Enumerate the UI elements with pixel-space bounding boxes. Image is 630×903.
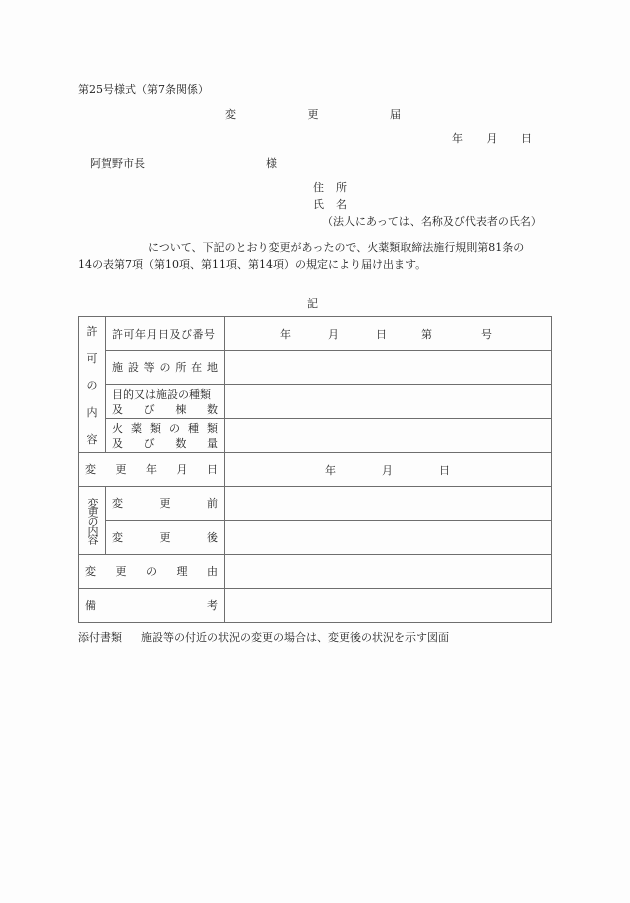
title-char: 届 xyxy=(390,108,401,121)
explosives-kind-field[interactable] xyxy=(225,419,552,453)
form-number: 第25号様式（第7条関係） xyxy=(78,83,209,96)
after-change-field[interactable] xyxy=(225,521,552,555)
corporate-note: （法人にあっては、名称及び代表者の氏名） xyxy=(322,215,542,228)
body-text-line1: について、下記のとおり変更があったので、火薬類取締法施行規則第81条の xyxy=(148,241,525,254)
purpose-facility-label: 目的又は施設の種類 及 び 棟 数 xyxy=(106,385,225,419)
change-content-group-label: 変更の内容 xyxy=(79,487,106,555)
name-label: 氏 名 xyxy=(313,198,347,211)
remarks-label: 備 考 xyxy=(79,589,225,623)
address-label: 住 所 xyxy=(313,181,347,194)
table-row-reason xyxy=(79,555,552,589)
permit-date-number-label: 許可年月日及び番号 xyxy=(106,317,225,351)
attachment-label: 添付書類 xyxy=(78,631,122,644)
addressee: 阿賀野市長 xyxy=(90,157,145,170)
date-month: 月 xyxy=(486,132,498,145)
permit-date-number-field[interactable]: 年 月 日 第 号 xyxy=(225,317,552,351)
reason-field[interactable] xyxy=(225,555,552,589)
before-change-field[interactable] xyxy=(225,487,552,521)
title-char: 更 xyxy=(307,108,319,121)
facility-location-label: 施 設 等 の 所 在 地 xyxy=(106,351,225,385)
date-day: 日 xyxy=(521,132,532,145)
table-row-purpose-facility xyxy=(79,385,552,419)
permit-content-group-label: 許 可 の 内 容 xyxy=(79,317,106,453)
table-row-before-change xyxy=(79,487,552,521)
ki-heading: 記 xyxy=(307,297,318,310)
after-change-label: 変 更 後 xyxy=(106,521,225,555)
reason-label: 変 更 の 理 由 xyxy=(79,555,225,589)
purpose-facility-field[interactable] xyxy=(225,385,552,419)
facility-location-field[interactable] xyxy=(225,351,552,385)
date-year: 年 xyxy=(452,132,463,145)
addressee-suffix: 様 xyxy=(266,157,277,170)
document-title xyxy=(225,106,401,122)
body-text-line2: 14の表第7項（第10項、第11項、第14項）の規定により届け出ます。 xyxy=(78,258,427,271)
table-row-permit-date xyxy=(79,317,552,351)
change-date-label: 変 更 年 月 日 xyxy=(79,453,225,487)
notification-table xyxy=(78,316,552,623)
table-row-after-change xyxy=(79,521,552,555)
table-row-remarks xyxy=(79,589,552,623)
attachment-note xyxy=(78,629,449,645)
date-header xyxy=(452,130,532,146)
attachment-text: 施設等の付近の状況の変更の場合は、変更後の状況を示す図面 xyxy=(141,631,449,644)
table-row-facility-location xyxy=(79,351,552,385)
title-char: 変 xyxy=(225,108,236,121)
table-row-explosives-kind xyxy=(79,419,552,453)
table-row-change-date xyxy=(79,453,552,487)
remarks-field[interactable] xyxy=(225,589,552,623)
change-date-field[interactable]: 年 月 日 xyxy=(225,453,552,487)
before-change-label: 変 更 前 xyxy=(106,487,225,521)
explosives-kind-label: 火 薬 類 の 種 類 及 び 数 量 xyxy=(106,419,225,453)
